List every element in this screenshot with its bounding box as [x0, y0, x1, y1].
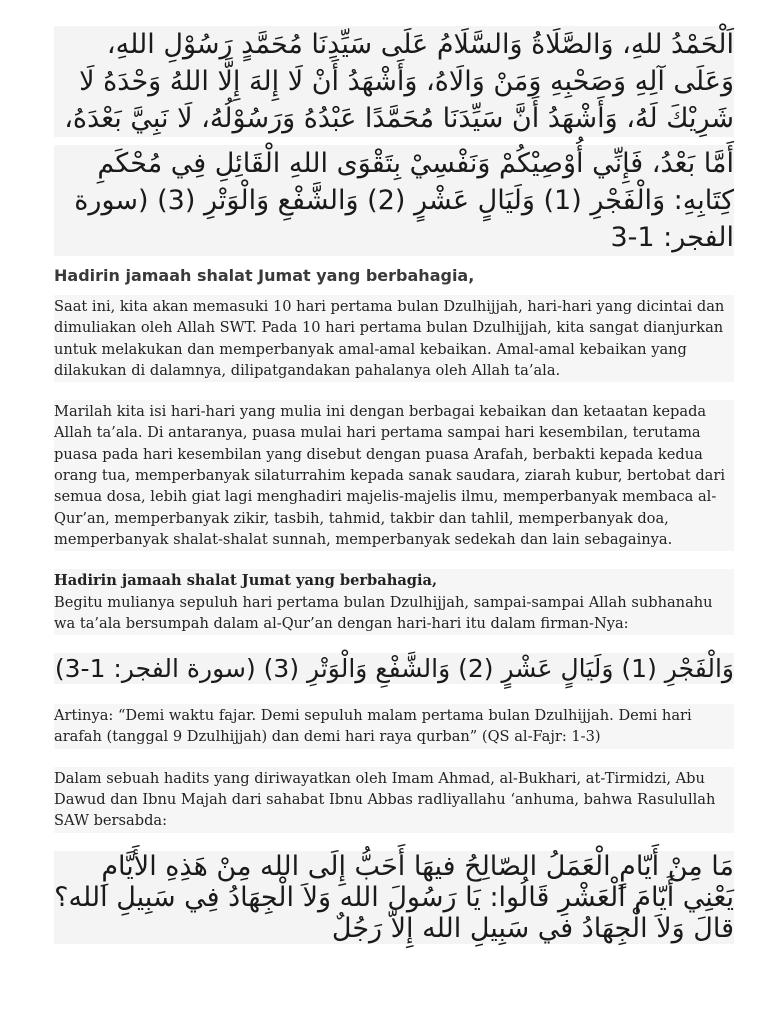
paragraph-oath-text: Begitu mulianya sepuluh hari pertama bulan Dzulhijjah, sampai-sampai Allah subhanahu wa ta’ala bersumpah dalam al-Qur’an dengan hari-hari itu dalam firman-Nya: [54, 593, 713, 632]
opening-arabic-praise: اَلْحَمْدُ للهِ، وَالصَّلَاةُ وَالسَّلَامُ عَلَى سَيِّدِنَا مُحَمَّدٍ رَسُوْلِ اللهِ، وَعَلَى آلِهِ وَصَحْبِهِ وَمَنْ وَالَاهُ، وَأَشْهَدُ أَنْ لَا إِلهَ إِلَّا اللهُ وَحْدَهُ لَا شَرِيْكَ لَهُ، وَأَشْهَدُ أَنَّ سَيِّدَنَا مُحَمَّدًا عَبْدُهُ وَرَسُوْلُهُ، لَا نَبِيَّ بَعْدَهُ، [54, 26, 734, 137]
paragraph-oath [54, 569, 734, 635]
inline-heading: Hadirin jamaah shalat Jumat yang berbahagia, [54, 572, 438, 590]
quran-verse-arabic: وَالْفَجْرِ (1) وَلَيَالٍ عَشْرٍ (2) وَالشَّفْعِ وَالْوَتْرِ (3) (سورة الفجر: 1-3) [54, 654, 734, 684]
hadith-arabic: مَا مِنْ أَيّامٍ الْعَمَلُ الصّالِحُ فيهَا أَحَبُّ إِلَى الله مِنْ هَذِهِ الأَيَّامِ يَعْنِي أَيّامَ الْعَشْرِ قَالُوا: يَا رَسُولَ الله وَلاَ الْجِهَادُ فِي سَبِيلِ الله؟ قالَ وَلاَ الْجِهَادُ في سَبِيلِ الله إِلاّ رَجُلٌ [54, 850, 734, 944]
paragraph-hadith-intro: Dalam sebuah hadits yang diriwayatkan oleh Imam Ahmad, al-Bukhari, at-Tirmidzi, Abu Dawud dan Ibnu Majah dari sahabat Ibnu Abbas radliyallahu ‘anhuma, bahwa Rasulullah SAW bersabda: [54, 767, 734, 833]
document-page [54, 26, 734, 944]
opening-arabic-wasiat: أَمَّا بَعْدُ، فَإِنِّي أُوْصِيْكُمْ وَنَفْسِيْ بِتَقْوَى اللهِ الْقَائِلِ فِي مُحْكَمِ كِتَابِهِ: وَالْفَجْرِ (1) وَلَيَالٍ عَشْرٍ (2) وَالشَّفْعِ وَالْوَتْرِ (3) (سورة الفجر: 1-3 [54, 145, 734, 256]
paragraph-deeds: Marilah kita isi hari-hari yang mulia ini dengan berbagai kebaikan dan ketaatan kepada Allah ta’ala. Di antaranya, puasa mulai hari pertama sampai hari kesembilan, terutama puasa pada hari kesembilan yang disebut dengan puasa Arafah, berbakti kepada kedua orang tua, memperbanyak silaturrahim kepada sanak saudara, ziarah kubur, bertobat dari semua dosa, lebih giat lagi menghadiri majelis-majelis ilmu, memperbanyak membaca al-Qur’an, memperbanyak zikir, tasbih, tahmid, takbir dan tahlil, memperbanyak doa, memperbanyak shalat-shalat sunnah, memperbanyak sedekah dan lain sebagainya. [54, 400, 734, 551]
paragraph-intro: Saat ini, kita akan memasuki 10 hari pertama bulan Dzulhijjah, hari-hari yang dicintai dan dimuliakan oleh Allah SWT. Pada 10 hari pertama bulan Dzulhijjah, kita sangat dianjurkan untuk melakukan dan memperbanyak amal-amal kebaikan. Amal-amal kebaikan yang dilakukan di dalamnya, dilipatgandakan pahalanya oleh Allah ta’ala. [54, 295, 734, 382]
section-heading: Hadirin jamaah shalat Jumat yang berbahagia, [54, 266, 475, 285]
verse-translation: Artinya: “Demi waktu fajar. Demi sepuluh malam pertama bulan Dzulhijjah. Demi hari arafah (tanggal 9 Dzulhijjah) dan demi hari raya qurban” (QS al-Fajr: 1-3) [54, 704, 734, 749]
